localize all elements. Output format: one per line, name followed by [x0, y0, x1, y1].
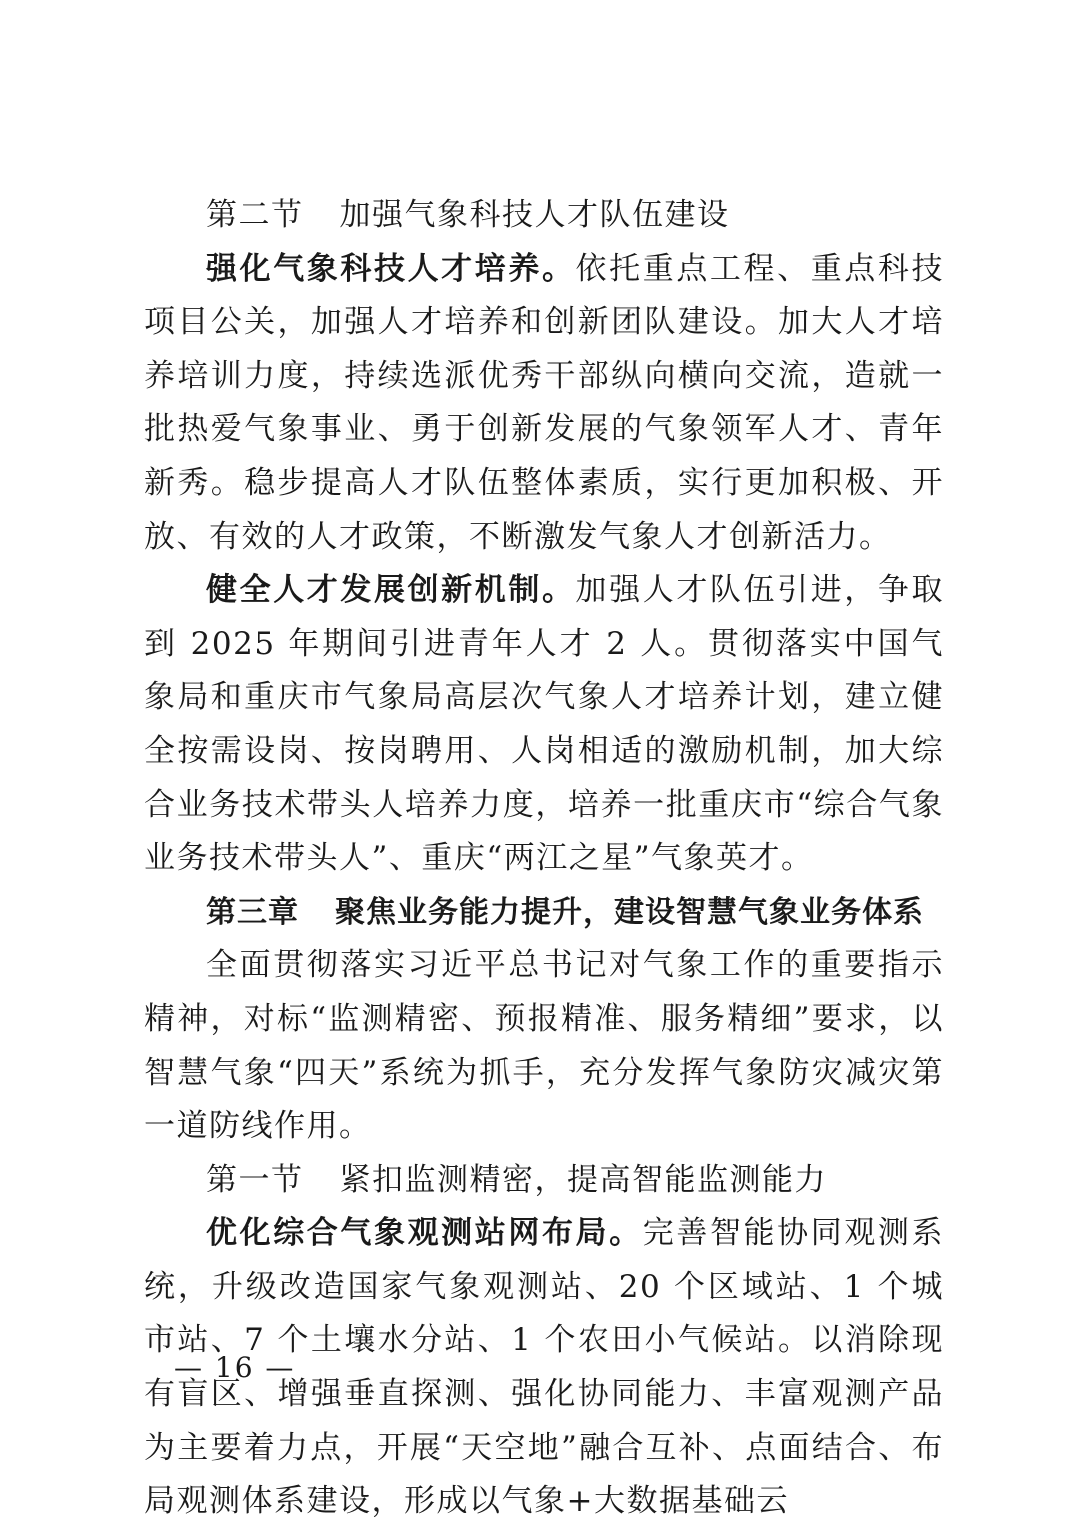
section-title: 加强气象科技人才队伍建设 — [339, 197, 730, 233]
paragraph-text: 全面贯彻落实习近平总书记对气象工作的重要指示精神，对标“监测精密、预报精准、服务精细”要求，以智慧气象“四天”系统为抓手，充分发挥气象防灾减灾第一道防线作用。 — [144, 947, 944, 1145]
document-body — [144, 189, 944, 1529]
page-number: — 16 — — [174, 1351, 296, 1384]
chapter-heading-smart-meteorology — [144, 886, 944, 940]
section-heading-monitoring — [144, 1154, 944, 1208]
paragraph-talent-mechanism — [144, 564, 944, 886]
paragraph-text: 完善智能协同观测系统，升级改造国家气象观测站、20 个区域站、1 个城市站、7 个土壤水分站、1 个农田小气候站。以消除现有盲区、增强垂直探测、强化协同能力、丰富观测产品为主要着力点，开展“天空地”融合互补、点面结合、布局观测体系建设，形成以气象+大数据基础云 — [144, 1215, 945, 1520]
paragraph-lead: 健全人才发展创新机制。 — [206, 572, 576, 609]
paragraph-text: 加强人才队伍引进，争取到 2025 年期间引进青年人才 2 人。贯彻落实中国气象局和重庆市气象局高层次气象人才培养计划，建立健全按需设岗、按岗聘用、人岗相适的激励机制，加大综合业务技术带头人培养力度，培养一批重庆市“综合气象业务技术带头人”、重庆“两江之星”气象英才。 — [144, 572, 944, 877]
paragraph-lead: 强化气象科技人才培养。 — [206, 250, 576, 287]
chapter-number: 第三章 — [206, 894, 299, 930]
section-number: 第二节 — [206, 197, 304, 233]
section-heading-talent-team — [144, 189, 944, 243]
paragraph-talent-cultivation — [144, 243, 944, 565]
paragraph-text: 依托重点工程、重点科技项目公关，加强人才培养和创新团队建设。加大人才培养培训力度，持续选派优秀干部纵向横向交流，造就一批热爱气象事业、勇于创新发展的气象领军人才、青年新秀。稳步提高人才队伍整体素质，实行更加积极、开放、有效的人才政策，不断激发气象人才创新活力。 — [144, 250, 944, 555]
section-title: 紧扣监测精密，提高智能监测能力 — [339, 1161, 827, 1198]
chapter-title: 聚焦业务能力提升，建设智慧气象业务体系 — [335, 894, 924, 930]
paragraph-chapter-intro — [144, 939, 944, 1153]
paragraph-lead: 优化综合气象观测站网布局。 — [206, 1215, 643, 1252]
section-number: 第一节 — [206, 1161, 304, 1198]
